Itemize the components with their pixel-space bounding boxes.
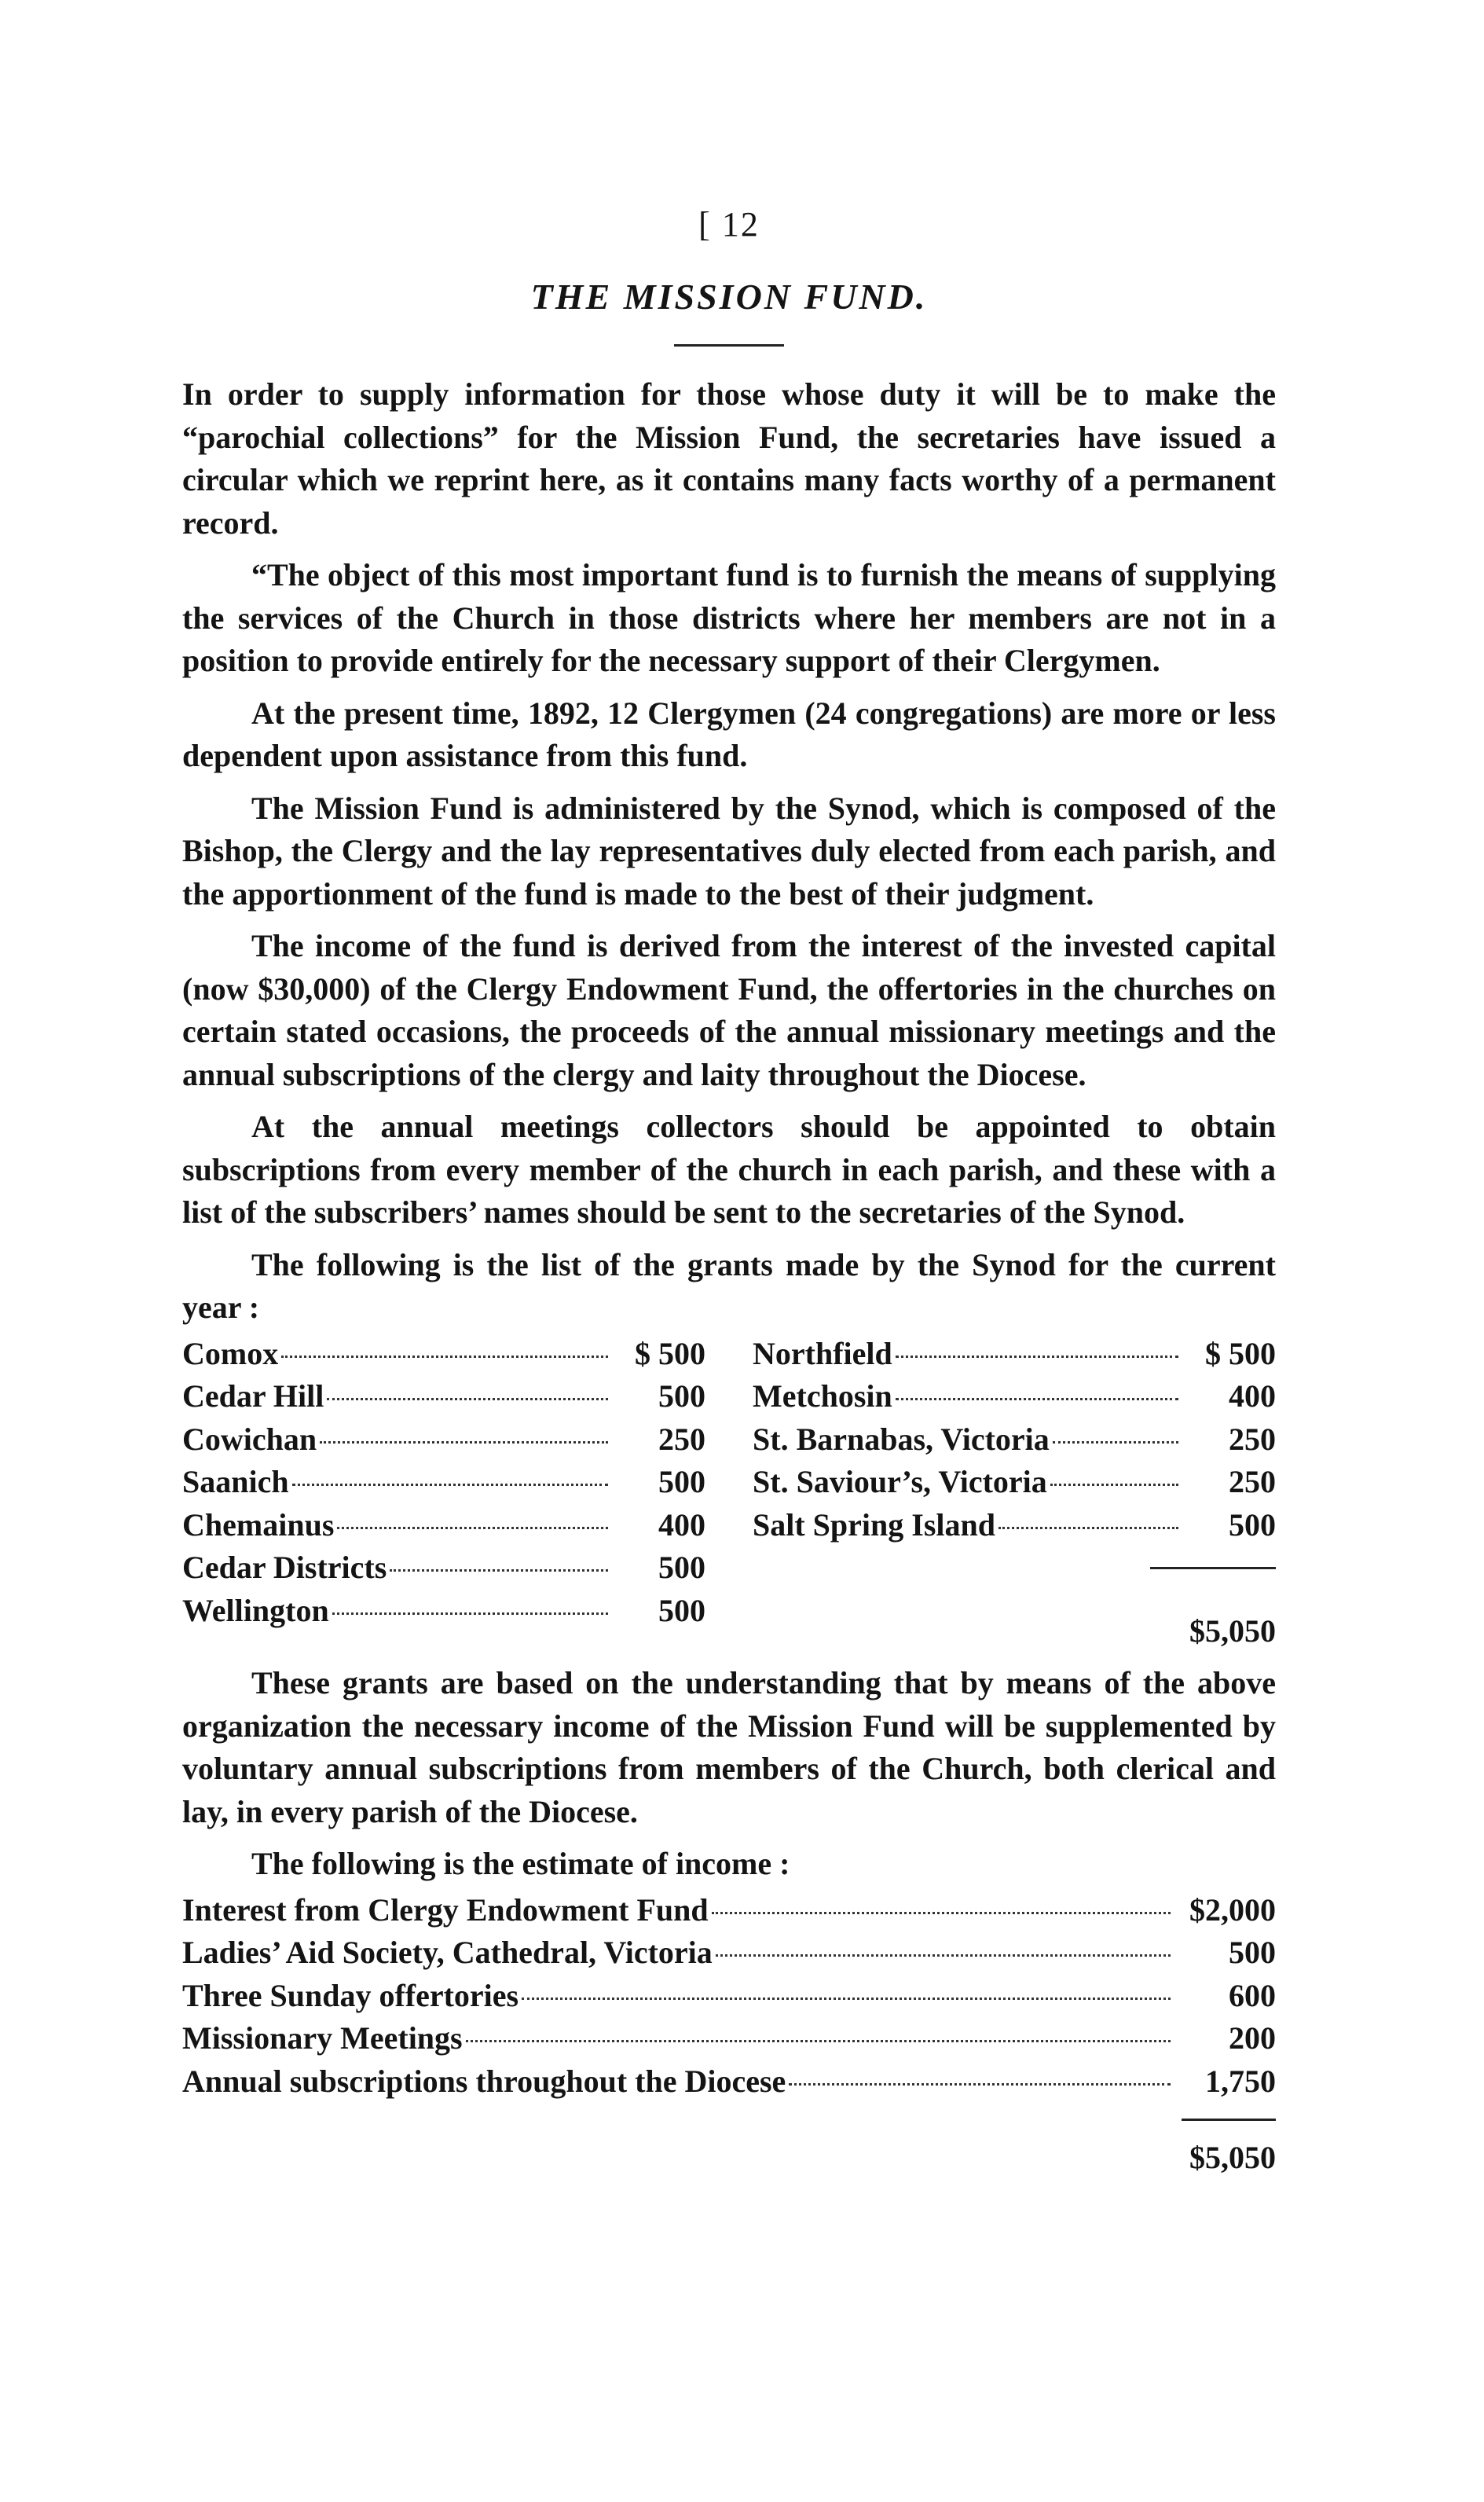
leader-dots <box>1053 1441 1178 1444</box>
grants-total: $5,050 <box>1189 1612 1276 1649</box>
leader-dots <box>337 1527 608 1529</box>
grants-list <box>182 1333 1276 1653</box>
income-name: Ladies’ Aid Society, Cathedral, Victoria <box>182 1935 713 1970</box>
grant-name: Metchosin <box>753 1378 892 1414</box>
grant-amount: 500 <box>658 1378 705 1414</box>
grant-name: St. Barnabas, Victoria <box>753 1421 1050 1457</box>
income-row <box>182 1975 1276 2018</box>
grant-row <box>182 1461 705 1504</box>
grant-name: Salt Spring Island <box>753 1506 996 1543</box>
income-row <box>182 2017 1276 2060</box>
income-amount: 600 <box>1229 1977 1276 2013</box>
leader-dots <box>1050 1484 1178 1486</box>
page-number: [ 12 <box>698 205 760 244</box>
grant-name: Comox <box>182 1335 279 1371</box>
leader-dots <box>896 1398 1178 1400</box>
grant-amount: 500 <box>658 1550 705 1585</box>
grant-row <box>182 1504 705 1547</box>
income-amount: $2,000 <box>1189 1891 1276 1928</box>
income-name: Annual subscriptions throughout the Diocese <box>182 2063 786 2099</box>
grant-row <box>182 1590 705 1633</box>
grant-name: Cowichan <box>182 1421 317 1457</box>
title-divider <box>674 344 784 347</box>
income-name: Missionary Meetings <box>182 2020 463 2056</box>
grants-left-column <box>182 1333 705 1653</box>
grant-amount: 500 <box>658 1464 705 1499</box>
leader-dots <box>466 2040 1171 2042</box>
leader-dots <box>320 1441 608 1444</box>
grant-name: Chemainus <box>182 1506 335 1543</box>
grants-total-rule <box>1150 1567 1276 1569</box>
grant-amount: $ 500 <box>635 1335 705 1371</box>
paragraph-intro: In order to supply information for those whose duty it will be to make the “parochial collections” for the Mission Fund, the secretaries have issued a circular which we reprint here, as it contains many facts worthy of a permanent record. <box>182 376 1276 541</box>
leader-dots <box>998 1527 1178 1529</box>
leader-dots <box>712 1912 1171 1914</box>
grant-row <box>753 1418 1276 1462</box>
paragraph-collectors: At the annual meetings collectors should be appointed to obtain subscriptions from every member of the church in each parish, and these with a list of the subscribers’ names should be sent to the secretaries of the Synod. <box>182 1109 1276 1230</box>
grants-total-rule-slot <box>753 1567 1276 1610</box>
leader-dots <box>292 1484 608 1486</box>
grant-amount: $ 500 <box>1205 1335 1276 1371</box>
grant-row <box>182 1546 705 1590</box>
grant-name: Wellington <box>182 1592 329 1628</box>
grant-amount: 250 <box>658 1421 705 1457</box>
leader-dots <box>327 1398 608 1400</box>
grant-amount: 400 <box>658 1506 705 1543</box>
grant-name: Cedar Districts <box>182 1550 387 1585</box>
income-row <box>182 2060 1276 2104</box>
paragraph-grants-intro: The following is the list of the grants made by the Synod for the current year : <box>182 1246 1276 1325</box>
leader-dots <box>522 1998 1171 2000</box>
leader-dots <box>281 1356 608 1358</box>
income-name: Interest from Clergy Endowment Fund <box>182 1891 709 1928</box>
grant-row <box>182 1418 705 1462</box>
income-name: Three Sunday offertories <box>182 1977 519 2013</box>
income-amount: 500 <box>1229 1935 1276 1970</box>
grant-amount: 250 <box>1229 1464 1276 1499</box>
grant-amount: 500 <box>658 1592 705 1628</box>
page-title: THE MISSION FUND. <box>530 277 928 317</box>
leader-dots <box>332 1612 608 1615</box>
grant-amount: 250 <box>1229 1421 1276 1457</box>
leader-dots <box>789 2083 1171 2086</box>
grant-amount: 400 <box>1229 1378 1276 1414</box>
grant-row <box>182 1375 705 1418</box>
grant-name: Cedar Hill <box>182 1378 324 1414</box>
grant-name: Northfield <box>753 1335 892 1371</box>
paragraph-income-intro: The following is the estimate of income : <box>251 1846 790 1881</box>
leader-dots <box>716 1954 1171 1957</box>
income-row <box>182 1889 1276 1932</box>
grant-row <box>753 1461 1276 1504</box>
grant-name: St. Saviour’s, Victoria <box>753 1464 1047 1499</box>
grant-row <box>753 1375 1276 1418</box>
income-amount: 1,750 <box>1205 2063 1276 2099</box>
paragraph-administration: The Mission Fund is administered by the Synod, which is composed of the Bishop, the Clergy and the lay representatives duly elected from each parish, and the apportionment of the fund is made to the best of their judgment. <box>182 790 1276 912</box>
paragraph-present-time: At the present time, 1892, 12 Clergymen (24 congregations) are more or less dependent upon assistance from this fund. <box>182 695 1276 773</box>
grant-name: Saanich <box>182 1464 289 1499</box>
income-row <box>182 1932 1276 1975</box>
paragraph-understanding: These grants are based on the understanding that by means of the above organization the necessary income of the Mission Fund will be supplemented by voluntary annual subscriptions from members of the Church, both clerical and lay, in every parish of the Diocese. <box>182 1665 1276 1829</box>
paragraph-object: “The object of this most important fund is to furnish the means of supplying the services of the Church in those districts where her members are not in a position to provide entirely for the necessary support of their Clergymen. <box>182 557 1276 678</box>
paragraph-income-sources: The income of the fund is derived from the interest of the invested capital (now $30,000) of the Clergy Endowment Fund, the offertories in the churches on certain stated occasions, the proceeds of the annual missionary meetings and the annual subscriptions of the clergy and laity throughout the Diocese. <box>182 928 1276 1092</box>
leader-dots <box>390 1569 608 1572</box>
income-total-rule <box>1182 2119 1276 2121</box>
grant-row <box>182 1333 705 1376</box>
income-total: $5,050 <box>1189 2140 1276 2175</box>
leader-dots <box>896 1356 1178 1358</box>
income-amount: 200 <box>1229 2020 1276 2056</box>
grants-right-column <box>753 1333 1276 1653</box>
grant-row <box>753 1504 1276 1547</box>
text-column <box>182 204 1276 2180</box>
grant-amount: 500 <box>1229 1506 1276 1543</box>
grant-row <box>753 1333 1276 1376</box>
income-estimate-list <box>182 1889 1276 2104</box>
